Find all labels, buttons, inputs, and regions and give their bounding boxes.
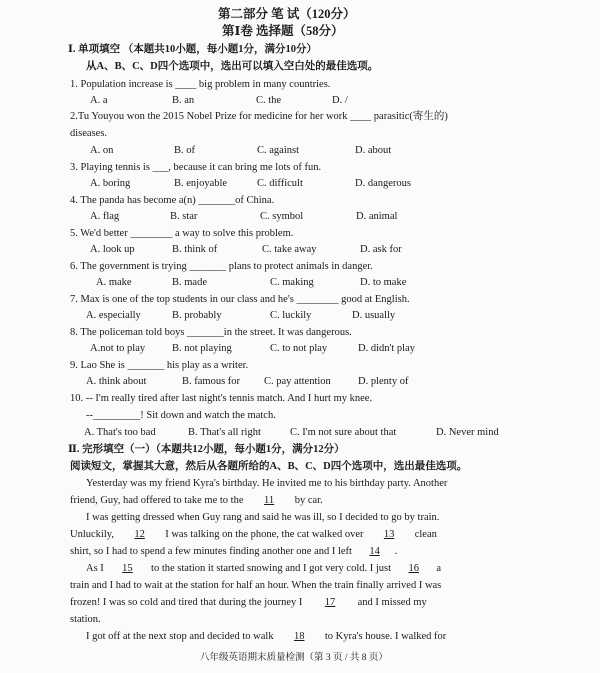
q1-option-d: D. /	[332, 95, 348, 106]
q4-option-d: D. animal	[356, 211, 398, 222]
q2-option-c: C. against	[257, 145, 299, 156]
section1-instruction: 从A、B、C、D四个选项中，选出可以填入空白处的最佳选项。	[86, 61, 379, 72]
q7-option-d: D. usually	[352, 310, 396, 321]
passage-line-5	[70, 545, 397, 558]
question-7: 7. Max is one of the top students in our class and he's ________ good at English.	[70, 294, 410, 305]
q1-option-a: A. a	[90, 95, 108, 106]
q3-option-a: A. boring	[90, 178, 131, 189]
q6-option-d: D. to make	[360, 277, 407, 288]
blank-12: 12	[134, 529, 145, 540]
passage-line-9: station.	[70, 614, 101, 625]
q9-option-b: B. famous for	[182, 376, 241, 387]
question-6: 6. The government is trying _______ plans to protect animals in danger.	[70, 261, 373, 272]
question-10: 10. -- I'm really tired after last night's tennis match. And I hurt my knee.	[70, 393, 373, 404]
passage-text: .	[394, 546, 398, 557]
q2-option-a: A. on	[90, 145, 114, 156]
question-8: 8. The policeman told boys _______in the street. It was dangerous.	[70, 327, 352, 338]
q1-option-c: C. the	[256, 95, 282, 106]
question-2: 2.Tu Youyou won the 2015 Nobel Prize for medicine for her work ____ parasitic(寄生的)	[70, 111, 448, 122]
part-title: 第二部分 笔 试（120分）	[218, 7, 356, 21]
section2-instruction: 阅读短文，掌握其大意，然后从各题所给的A、B、C、D四个选项中，选出最佳选项。	[70, 461, 468, 472]
q8-option-d: D. didn't play	[358, 343, 416, 354]
passage-text: a	[436, 563, 441, 574]
passage-text: As I	[86, 563, 104, 574]
volume-title: 第Ⅰ卷 选择题（58分）	[222, 24, 344, 38]
section2-title: Ⅱ. 完形填空（一）（本题共12小题，每小题1分，满分12分）	[68, 444, 345, 455]
passage-text: by car.	[294, 495, 323, 506]
q3-option-b: B. enjoyable	[174, 178, 228, 189]
passage-line-10	[86, 630, 446, 643]
blank-18: 18	[293, 631, 305, 642]
question-10-cont: --_________! Sit down and watch the match.	[86, 410, 276, 421]
question-5: 5. We'd better ________ a way to solve this problem.	[70, 228, 294, 239]
q10-option-a: A. That's too bad	[84, 427, 156, 438]
passage-line-7: train and I had to wait at the station for half an hour. When the train finally arrived I was	[70, 580, 442, 591]
passage-line-6	[86, 562, 441, 575]
passage-text: I got off at the next stop and decided to walk	[86, 631, 274, 642]
passage-text: and I missed my	[357, 597, 427, 608]
q6-option-c: C. making	[270, 277, 314, 288]
blank-16: 16	[408, 563, 419, 574]
q7-option-a: A. especially	[86, 310, 141, 321]
q3-option-d: D. dangerous	[355, 178, 411, 189]
q4-option-c: C. symbol	[260, 211, 304, 222]
q9-option-d: D. plenty of	[358, 376, 409, 387]
q5-option-b: B. think of	[172, 244, 218, 255]
passage-text: to Kyra's house. I walked for	[324, 631, 447, 642]
q8-option-c: C. to not play	[270, 343, 328, 354]
page-footer: 八年级英语期末质量检测（第 3 页 / 共 8 页）	[200, 653, 388, 663]
question-3: 3. Playing tennis is ___, because it can bring me lots of fun.	[70, 162, 322, 173]
passage-text: shirt, so I had to spend a few minutes finding another one and I left	[70, 546, 352, 557]
q2-option-b: B. of	[174, 145, 195, 156]
q3-option-c: C. difficult	[257, 178, 303, 189]
q8-option-a: A.not to play	[90, 343, 146, 354]
q9-option-c: C. pay attention	[264, 376, 331, 387]
q6-option-b: B. made	[172, 277, 207, 288]
q5-option-c: C. take away	[262, 244, 317, 255]
blank-14: 14	[369, 546, 380, 557]
q10-option-d: D. Never mind	[436, 427, 499, 438]
passage-text: Unluckily,	[70, 529, 114, 540]
q5-option-d: D. ask for	[360, 244, 402, 255]
passage-line-4	[70, 528, 437, 541]
passage-text: frozen! I was so cold and tired that during the journey I	[70, 597, 303, 608]
passage-text: to the station it started snowing and I got very cold. I just	[151, 563, 392, 574]
question-1: 1. Population increase is ____ big problem in many countries.	[70, 79, 331, 90]
q8-option-b: B. not playing	[172, 343, 232, 354]
question-4: 4. The panda has become a(n) _______of China.	[70, 195, 275, 206]
section1-title: Ⅰ. 单项填空 （本题共10小题，每小题1分，满分10分）	[68, 44, 318, 55]
q7-option-b: B. probably	[172, 310, 222, 321]
passage-line-2	[70, 494, 323, 507]
blank-15: 15	[122, 563, 133, 574]
passage-text: friend, Guy, had offered to take me to the	[70, 495, 244, 506]
question-2-cont: diseases.	[70, 128, 108, 139]
passage-line-3: I was getting dressed when Guy rang and said he was ill, so I decided to go by train.	[86, 512, 440, 523]
passage-line-8	[70, 596, 427, 609]
question-9: 9. Lao She is _______ his play as a writer.	[70, 360, 249, 371]
passage-line-1: Yesterday was my friend Kyra's birthday. He invited me to his birthday party. Another	[86, 478, 448, 489]
q10-option-b: B. That's all right	[188, 427, 261, 438]
q4-option-b: B. star	[170, 211, 198, 222]
blank-17: 17	[324, 597, 336, 608]
q5-option-a: A. look up	[90, 244, 135, 255]
q6-option-a: A. make	[96, 277, 132, 288]
q10-option-c: C. I'm not sure about that	[290, 427, 397, 438]
q9-option-a: A. think about	[86, 376, 147, 387]
q7-option-c: C. luckily	[270, 310, 312, 321]
q4-option-a: A. flag	[90, 211, 120, 222]
blank-13: 13	[383, 529, 395, 540]
q2-option-d: D. about	[355, 145, 392, 156]
blank-11: 11	[264, 495, 275, 506]
q1-option-b: B. an	[172, 95, 195, 106]
passage-text: I was talking on the phone, the cat walked over	[165, 529, 364, 540]
passage-text: clean	[414, 529, 437, 540]
